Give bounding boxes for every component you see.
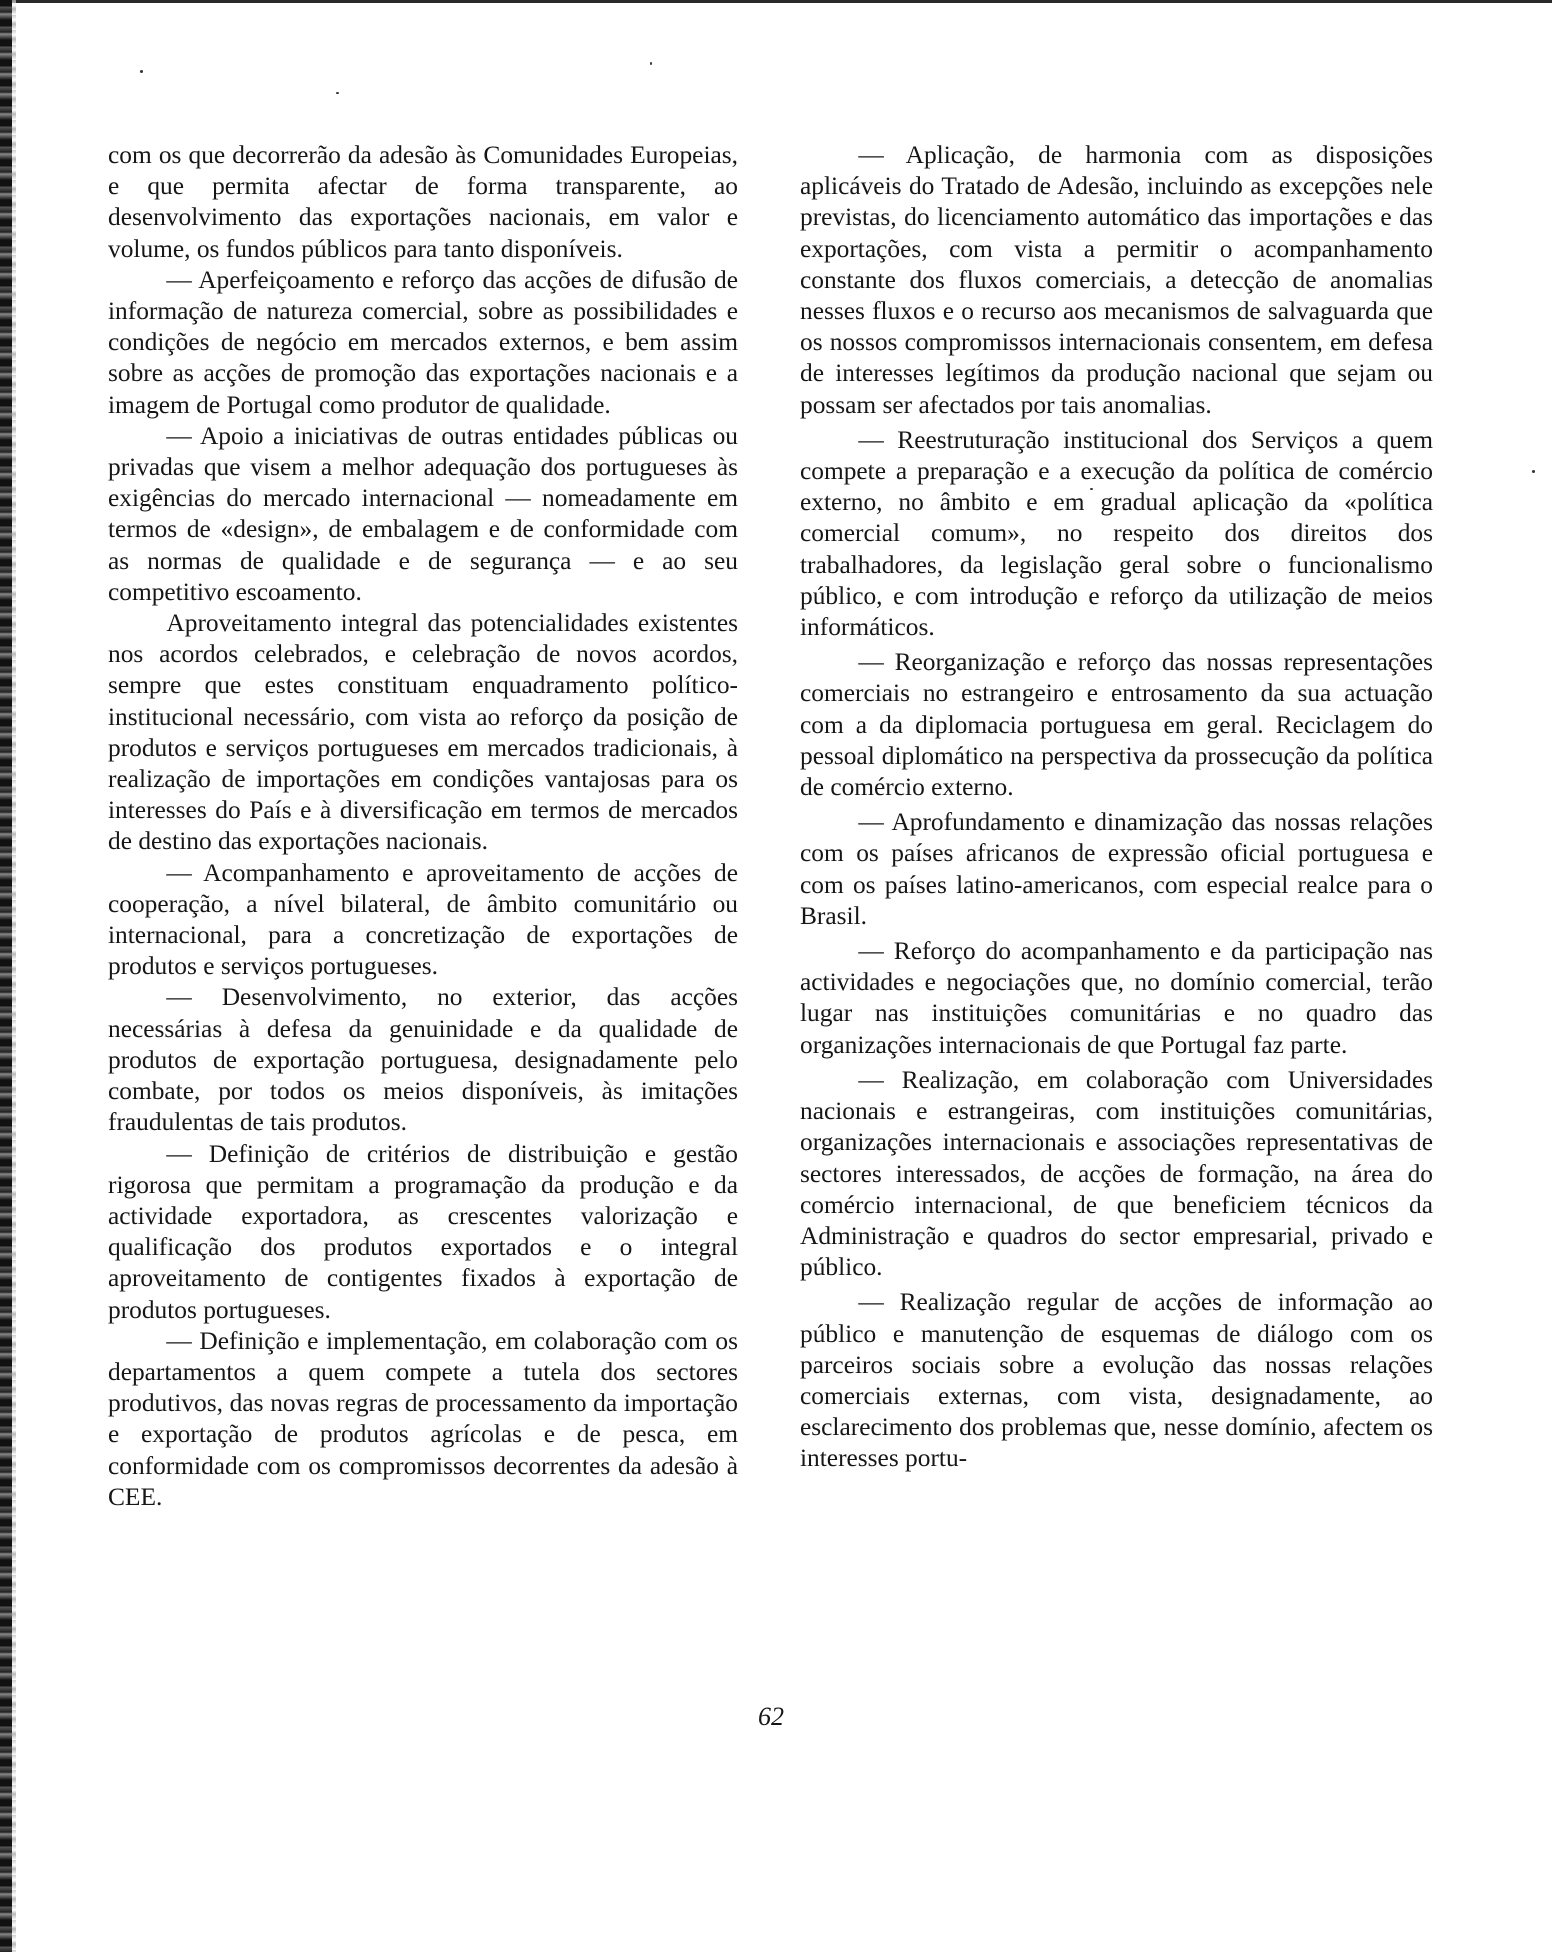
right-text-column: [800, 140, 1433, 1479]
right-paragraph-4: — Aprofundamento e dinamização das nossas relações com os países africanos de expressão oficial portuguesa e com os países latino-americanos, com especial realce para o Brasil.: [800, 808, 1433, 930]
left-paragraph-8: — Definição e implementação, em colaboração com os departamentos a quem compete a tutela dos sectores produtivos, das novas regras de processamento da importação e exportação de produtos agrícolas e de pesca, em conformidade com os compromissos decorrentes da adesão à CEE.: [108, 1326, 738, 1511]
right-paragraph-7: — Realização regular de acções de informação ao público e manutenção de esquemas de diálogo com os parceiros sociais sobre a evolução das nossas relações comerciais externas, com vista, designadamente, ao esclarecimento dos problemas que, nesse domínio, afectem os interesses portu-: [800, 1288, 1433, 1473]
scan-speck: [336, 92, 339, 94]
right-paragraph-6: — Realização, em colaboração com Universidades nacionais e estrangeiras, com instituições comunitárias, organizações internacionais e associações representativas de sectores interessados, de acções de formação, na área do comércio internacional, de que beneficiem técnicos da Administração e quadros do sector empresarial, privado e público.: [800, 1065, 1433, 1282]
left-paragraph-4: Aproveitamento integral das potencialidades existentes nos acordos celebrados, e celebração de novos acordos, sempre que estes constituam enquadramento político-institucional necessário, com vista ao reforço da posição de produtos e serviços portugueses em mercados tradicionais, à realização de importações em condições vantajosas para os interesses do País e à diversificação em termos de mercados de destino das exportações nacionais.: [108, 609, 738, 856]
scan-left-binding-edge: [0, 0, 12, 1952]
left-text-column: [108, 140, 738, 1513]
left-paragraph-5: — Acompanhamento e aproveitamento de acções de cooperação, a nível bilateral, de âmbito comunitário ou internacional, para a concretização de exportações de produtos e serviços portugueses.: [108, 858, 738, 981]
left-paragraph-1: com os que decorrerão da adesão às Comunidades Europeias, e que permita afectar de forma transparente, ao desenvolvimento das exportações nacionais, em valor e volume, os fundos públicos para tanto disponíveis.: [108, 141, 738, 263]
left-paragraph-6: — Desenvolvimento, no exterior, das acções necessárias à defesa da genuinidade e da qualidade de produtos de exportação portuguesa, designadamente pelo combate, por todos os meios disponíveis, às imitações fraudulentas de tais produtos.: [108, 983, 738, 1137]
scan-speck: [650, 62, 652, 65]
right-paragraph-3: — Reorganização e reforço das nossas representações comerciais no estrangeiro e entrosamento da sua actuação com a da diplomacia portuguesa em geral. Reciclagem do pessoal diplomático na perspectiva da prossecução da política de comércio externo.: [800, 648, 1433, 802]
scan-speck: [1532, 470, 1535, 473]
scan-speck: [140, 70, 143, 73]
scan-left-binding-shadow: [12, 0, 16, 1952]
scan-top-border: [0, 0, 1552, 3]
right-paragraph-1: — Aplicação, de harmonia com as disposições aplicáveis do Tratado de Adesão, incluindo as excepções nele previstas, do licenciamento automático das importações e das exportações, com vista a permitir o acompanhamento constante dos fluxos comerciais, a detecção de anomalias nesses fluxos e o recurso aos mecanismos de salvaguarda que os nossos compromissos internacionais consentem, em defesa de interesses legítimos da produção nacional que sejam ou possam ser afectados por tais anomalias.: [800, 141, 1433, 419]
left-paragraph-2: — Aperfeiçoamento e reforço das acções de difusão de informação de natureza comercial, sobre as possibilidades e condições de negócio em mercados externos, e bem assim sobre as acções de promoção das exportações nacionais e a imagem de Portugal como produtor de qualidade.: [108, 265, 738, 419]
right-paragraph-2: — Reestruturação institucional dos Serviços a quem compete a preparação e a execução da política de comércio externo, no âmbito e em gradual aplicação da «política comercial comum», no respeito dos direitos dos trabalhadores, da legislação geral sobre o funcionalismo público, e com introdução e reforço da utilização de meios informáticos.: [800, 425, 1433, 642]
left-paragraph-3: — Apoio a iniciativas de outras entidades públicas ou privadas que visem a melhor adequação dos portugueses às exigências do mercado internacional — nomeadamente em termos de «design», de embalagem e de conformidade com as normas de qualidade e de segurança — e ao seu competitivo escoamento.: [108, 421, 738, 606]
left-paragraph-7: — Definição de critérios de distribuição e gestão rigorosa que permitam a programação da produção e da actividade exportadora, as crescentes valorização e qualificação dos produtos exportados e o integral aproveitamento de contigentes fixados à exportação de produtos portugueses.: [108, 1139, 738, 1324]
right-paragraph-5: — Reforço do acompanhamento e da participação nas actividades e negociações que, no domínio comercial, terão lugar nas instituições comunitárias e no quadro das organizações internacionais de que Portugal faz parte.: [800, 937, 1433, 1059]
page-number: 62: [758, 1702, 784, 1731]
